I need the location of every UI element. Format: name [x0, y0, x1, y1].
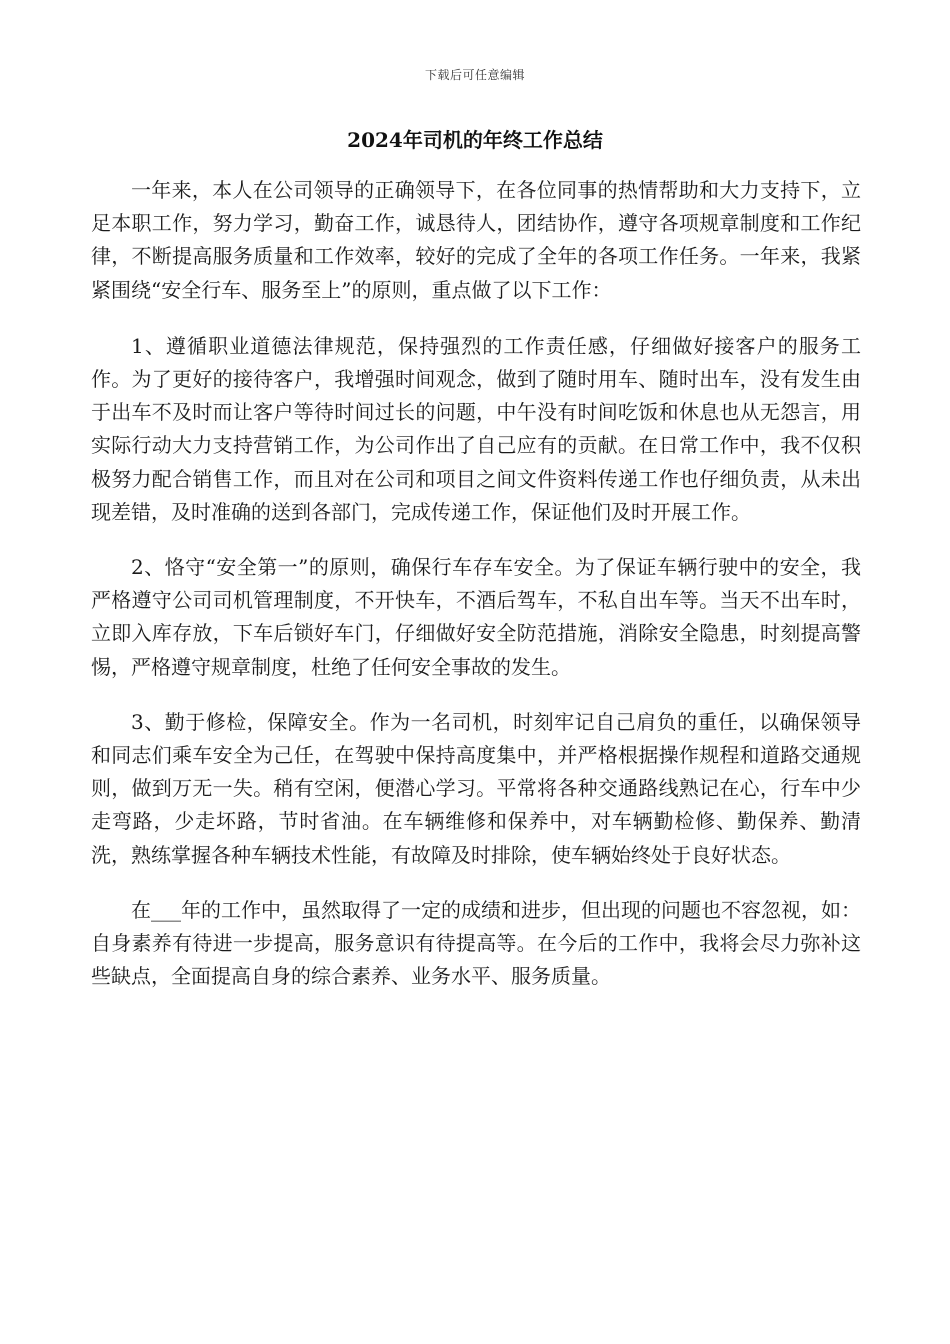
document-title: 2024年司机的年终工作总结: [347, 128, 603, 152]
header-note: 下载后可任意编辑: [424, 68, 525, 82]
paragraph-intro: 一年来，本人在公司领导的正确领导下，在各位同事的热情帮助和大力支持下，立足本职工作，努力学习，勤奋工作，诚恳待人，团结协作，遵守各项规章制度和工作纪律，不断提高服务质量和工作效率，较好的完成了全年的各项工作任务。一年来，我紧紧围绕“安全行车、服务至上”的原则，重点做了以下工作：: [91, 178, 861, 302]
paragraph-item-3: 3、勤于修检，保障安全。作为一名司机，时刻牢记自己肩负的重任，以确保领导和同志们乘车安全为己任，在驾驶中保持高度集中，并严格根据操作规程和道路交通规则，做到万无一失。稍有空闲，便潜心学习。平常将各种交通路线熟记在心，行车中少走弯路，少走坏路，节时省油。在车辆维修和保养中，对车辆勤检修、勤保养、勤清洗，熟练掌握各种车辆技术性能，有故障及时排除，使车辆始终处于良好状态。: [91, 709, 861, 867]
paragraph-item-1: 1、遵循职业道德法律规范，保持强烈的工作责任感，仔细做好接客户的服务工作。为了更好的接待客户，我增强时间观念，做到了随时用车、随时出车，没有发生由于出车不及时而让客户等待时间过长的问题，中午没有时间吃饭和休息也从无怨言，用实际行动大力支持营销工作，为公司作出了自己应有的贡献。在日常工作中，我不仅积极努力配合销售工作，而且对在公司和项目之间文件资料传递工作也仔细负责，从未出现差错，及时准确的送到各部门，完成传递工作，保证他们及时开展工作。: [91, 333, 861, 524]
paragraph-conclusion: 在___年的工作中，虽然取得了一定的成绩和进步，但出现的问题也不容忽视，如：自身素养有待进一步提高，服务意识有待提高等。在今后的工作中，我将会尽力弥补这些缺点，全面提高自身的综合素养、业务水平、服务质量。: [91, 897, 861, 989]
paragraph-item-2: 2、恪守“安全第一”的原则，确保行车存车安全。为了保证车辆行驶中的安全，我严格遵守公司司机管理制度，不开快车，不酒后驾车，不私自出车等。当天不出车时，立即入库存放，下车后锁好车门，仔细做好安全防范措施，消除安全隐患，时刻提高警惕，严格遵守规章制度，杜绝了任何安全事故的发生。: [91, 555, 861, 679]
document-body: [91, 174, 861, 1013]
